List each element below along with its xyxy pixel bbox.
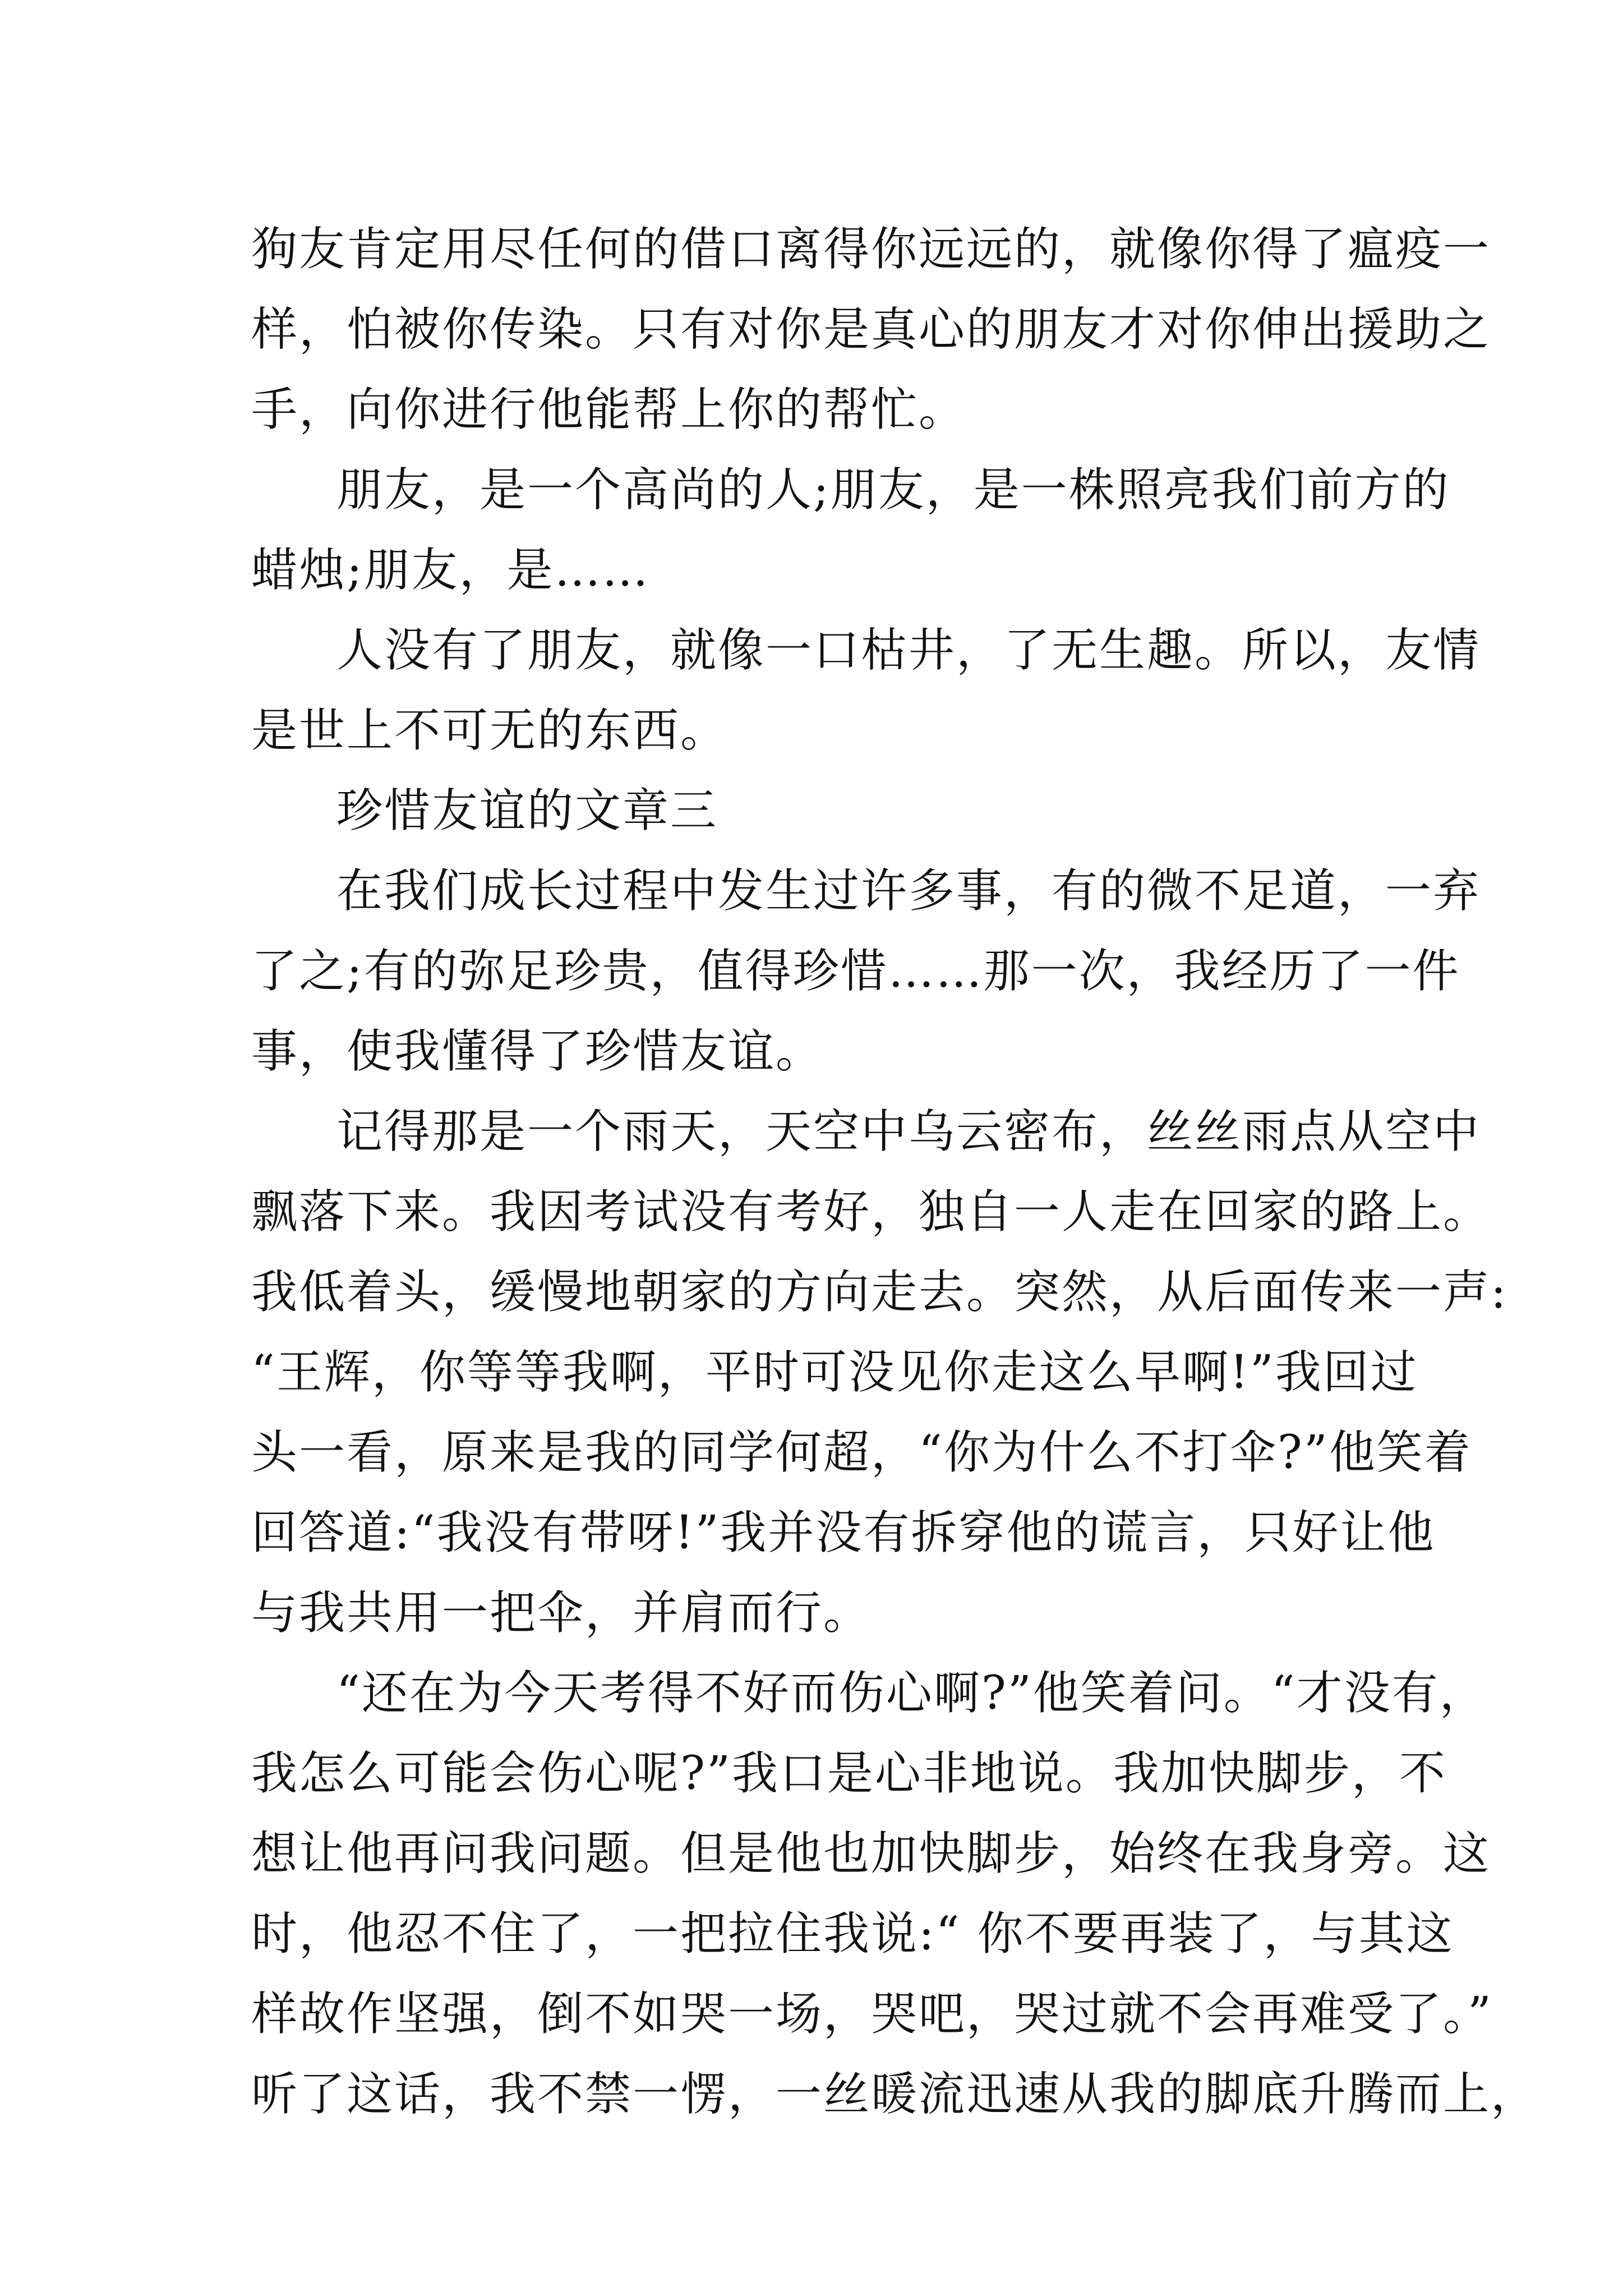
text-line: 想让他再问我问题。但是他也加快脚步，始终在我身旁。这 [251, 1827, 1491, 1880]
text-line: 了之;有的弥足珍贵，值得珍惜……那一次，我经历了一件 [251, 945, 1460, 998]
text-line: 事，使我懂得了珍惜友谊。 [251, 1025, 824, 1078]
text-line: 回答道:“我没有带呀!”我并没有拆穿他的谎言，只好让他 [251, 1506, 1436, 1559]
text-line: 朋友，是一个高尚的人;朋友，是一株照亮我们前方的 [336, 463, 1450, 517]
section-heading: 珍惜友谊的文章三 [336, 784, 718, 838]
text-line: 头一看，原来是我的同学何超，“你为什么不打伞?”他笑着 [251, 1426, 1472, 1479]
text-line: “王辉，你等等我啊，平时可没见你走这么早啊!”我回过 [251, 1346, 1418, 1399]
text-line: 人没有了朋友，就像一口枯井，了无生趣。所以，友情 [336, 624, 1481, 677]
text-line: 我怎么可能会伤心呢?”我口是心非地说。我加快脚步，不 [251, 1747, 1447, 1800]
text-line: 时，他忍不住了，一把拉住我说:“ 你不要再装了，与其这 [251, 1907, 1454, 1961]
text-line: 听了这话，我不禁一愣，一丝暖流迅速从我的脚底升腾而上， [251, 2068, 1539, 2121]
text-line: 我低着头，缓慢地朝家的方向走去。突然，从后面传来一声: [251, 1266, 1508, 1319]
text-line: 样，怕被你传染。只有对你是真心的朋友才对你伸出援助之 [251, 303, 1491, 356]
text-line: 样故作坚强，倒不如哭一场，哭吧，哭过就不会再难受了。” [251, 1987, 1493, 2041]
text-line: 与我共用一把伞，并肩而行。 [251, 1586, 872, 1640]
text-line: “还在为今天考得不好而伤心啊?”他笑着问。“才没有， [336, 1667, 1487, 1720]
text-line: 是世上不可无的东西。 [251, 704, 728, 757]
text-line: 狗友肯定用尽任何的借口离得你远远的，就像你得了瘟疫一 [251, 223, 1491, 276]
text-line: 蜡烛;朋友，是…… [251, 544, 650, 597]
text-line: 手，向你进行他能帮上你的帮忙。 [251, 383, 967, 436]
text-line: 在我们成长过程中发生过许多事，有的微不足道，一弃 [336, 864, 1481, 918]
text-line: 记得那是一个雨天，天空中乌云密布，丝丝雨点从空中 [336, 1105, 1481, 1158]
text-line: 飘落下来。我因考试没有考好，独自一人走在回家的路上。 [251, 1185, 1491, 1239]
